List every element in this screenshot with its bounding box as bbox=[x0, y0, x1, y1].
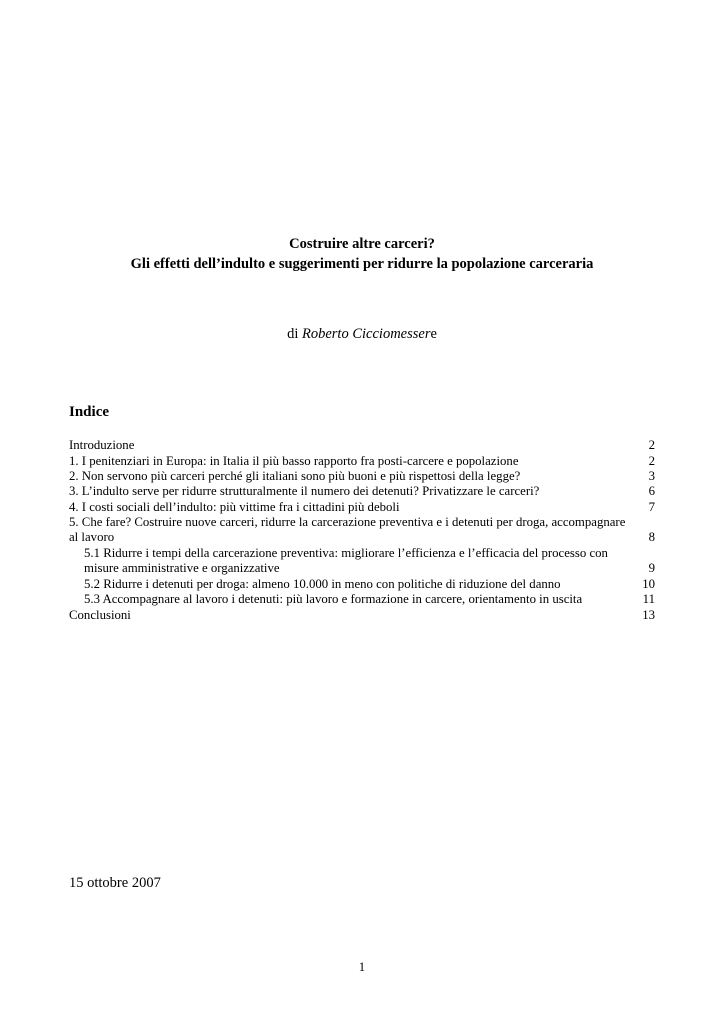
toc-entry-text: 1. I penitenziari in Europa: in Italia il più basso rapporto fra posti-carcere e popolazione bbox=[69, 454, 519, 468]
toc-entry-text: 4. I costi sociali dell’indulto: più vittime fra i cittadini più deboli bbox=[69, 500, 400, 514]
toc-entry-text: 5.1 Ridurre i tempi della carcerazione preventiva: migliorare l’efficienza e l’efficacia del processo con bbox=[84, 546, 608, 560]
toc-entry-page: 10 bbox=[642, 577, 655, 591]
toc-entry-text: 5.2 Ridurre i detenuti per droga: almeno 10.000 in meno con politiche di riduzione del danno bbox=[84, 577, 561, 591]
index-heading: Indice bbox=[69, 404, 110, 420]
toc-entry-page: 8 bbox=[648, 530, 655, 544]
toc-entry-text: Conclusioni bbox=[69, 608, 131, 622]
toc-entry-text: 2. Non servono più carceri perché gli italiani sono più buoni e più rispettosi della legge? bbox=[69, 469, 521, 483]
toc-entry-page: 11 bbox=[642, 592, 655, 606]
toc-entry-text: 5. Che fare? Costruire nuove carceri, ridurre la carcerazione preventiva e i detenuti per droga, accompagnare bbox=[69, 515, 626, 529]
page-number: 1 bbox=[358, 960, 366, 974]
toc-entry-page: 13 bbox=[642, 608, 655, 622]
author-suffix: e bbox=[430, 326, 437, 342]
toc-entry-page: 9 bbox=[648, 561, 655, 575]
author-line bbox=[0, 326, 724, 343]
document-title: Costruire altre carceri? bbox=[289, 236, 435, 252]
toc-entry-page: 2 bbox=[648, 454, 655, 468]
author-name: Roberto Cicciomesser bbox=[302, 326, 431, 342]
document-subtitle: Gli effetti dell’indulto e suggerimenti per ridurre la popolazione carceraria bbox=[130, 256, 594, 272]
toc-entry-page: 3 bbox=[648, 469, 655, 483]
toc-entry-page: 6 bbox=[648, 484, 655, 498]
toc-entry-text: 3. L’indulto serve per ridurre strutturalmente il numero dei detenuti? Privatizzare le carceri? bbox=[69, 484, 540, 498]
document-date: 15 ottobre 2007 bbox=[69, 875, 161, 891]
toc-entry-page: 2 bbox=[648, 438, 655, 452]
toc-entry-text: 5.3 Accompagnare al lavoro i detenuti: più lavoro e formazione in carcere, orientamento in uscita bbox=[84, 592, 583, 606]
author-prefix: di bbox=[287, 326, 299, 342]
toc-entry-text: misure amministrative e organizzative bbox=[84, 561, 280, 575]
toc-entry-page: 7 bbox=[648, 500, 655, 514]
toc-entry-text: al lavoro bbox=[69, 530, 115, 544]
toc-entry-text: Introduzione bbox=[69, 438, 135, 452]
